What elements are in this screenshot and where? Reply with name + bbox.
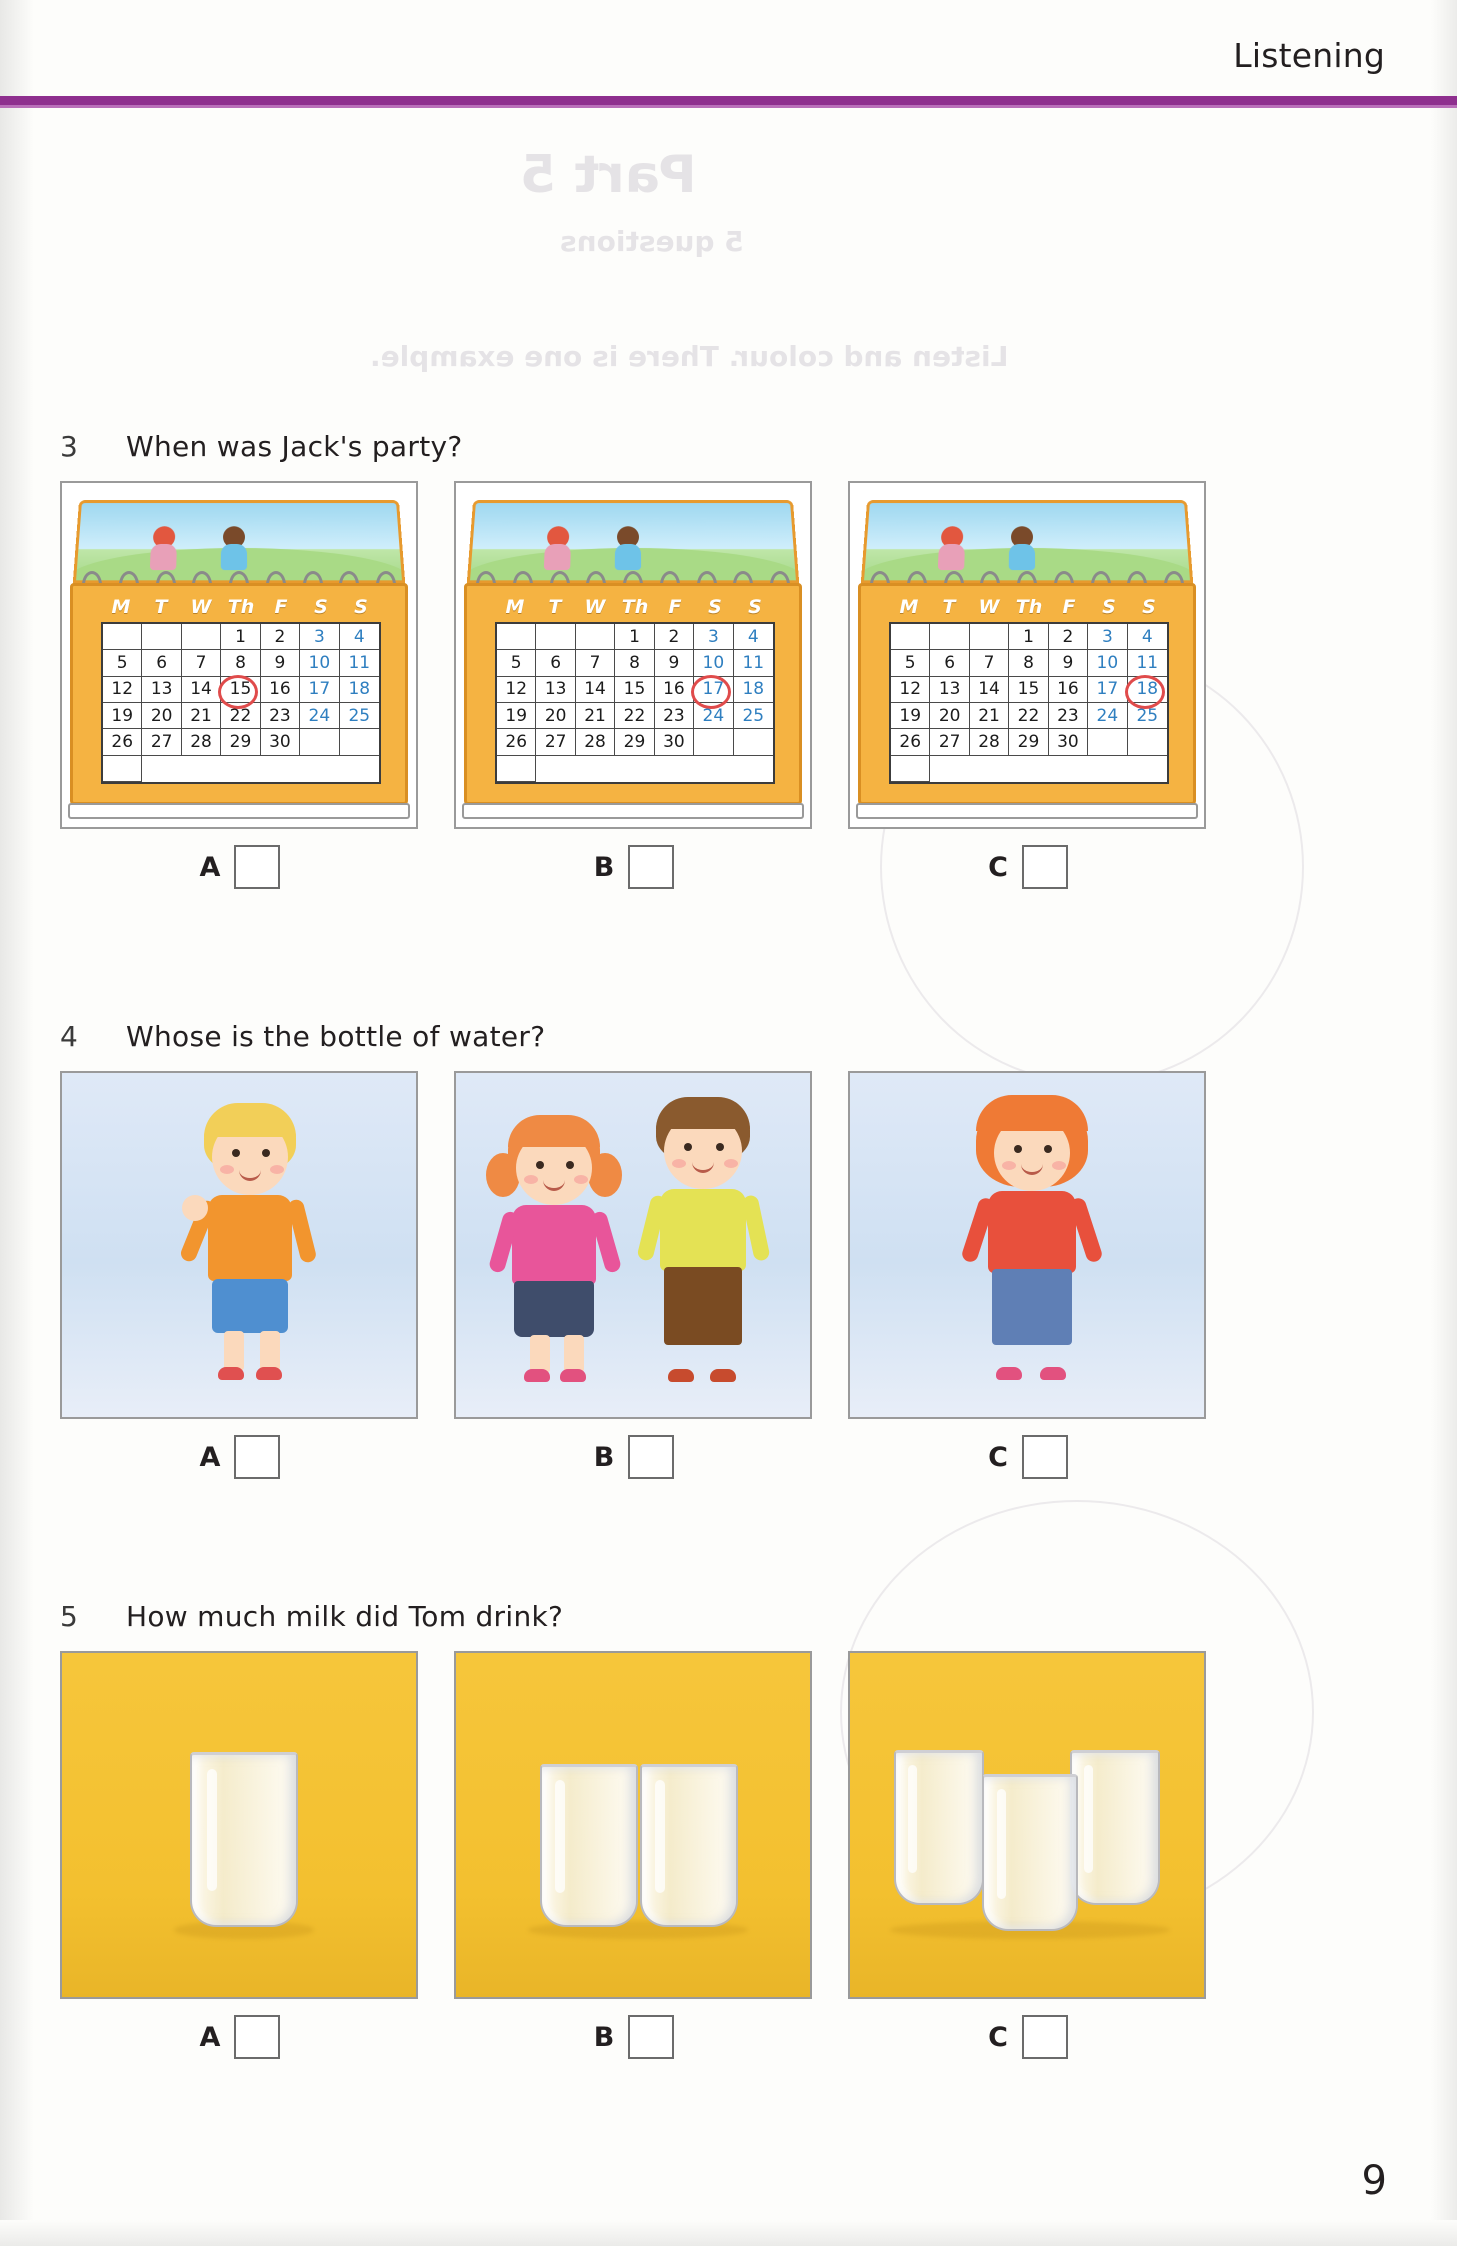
calendar-date-cell — [142, 624, 181, 650]
question-5-option-c — [848, 1651, 1208, 2059]
option-letter-c: C — [988, 2021, 1008, 2053]
glasses-image-c — [848, 1651, 1206, 1999]
calendar-date-cell: 12 — [497, 677, 536, 703]
calendar-date-cell: 26 — [891, 729, 930, 755]
calendar-date-cell: 18 — [734, 677, 773, 703]
calendar-date-cell: 17 — [1088, 677, 1127, 703]
calendar-date-cell: 30 — [655, 729, 694, 755]
answer-box-q4-b[interactable] — [628, 1435, 674, 1479]
calendar-day-header: W — [978, 596, 1000, 618]
calendar-date-cell: 28 — [576, 729, 615, 755]
calendar-day-header: T — [942, 596, 956, 618]
question-3-number: 3 — [60, 430, 78, 463]
children-image-c — [848, 1071, 1206, 1419]
question-5-text: How much milk did Tom drink? — [126, 1600, 564, 1633]
question-4-text: Whose is the bottle of water? — [126, 1020, 546, 1053]
calendar-date-cell: 9 — [655, 650, 694, 676]
question-3 — [60, 430, 1210, 889]
children-image-a — [60, 1071, 418, 1419]
calendar-date-cell: 24 — [1088, 703, 1127, 729]
question-3-heading — [60, 430, 1210, 463]
option-letter-a: A — [199, 1441, 221, 1473]
calendar-date-cell: 11 — [734, 650, 773, 676]
answer-box-q3-a[interactable] — [234, 845, 280, 889]
option-letter-b: B — [593, 2021, 615, 2053]
calendar-day-header: F — [668, 596, 682, 618]
question-4-heading — [60, 1020, 1210, 1053]
calendar-date-cell: 23 — [1049, 703, 1088, 729]
answer-box-q4-a[interactable] — [234, 1435, 280, 1479]
question-4-option-a — [60, 1071, 420, 1479]
calendar-day-header: M — [899, 596, 919, 618]
calendar-a-grid — [101, 622, 381, 784]
option-letter-c: C — [988, 1441, 1008, 1473]
calendar-date-cell — [103, 624, 142, 650]
question-5-options — [60, 1651, 1210, 2059]
calendar-date-cell: 30 — [1049, 729, 1088, 755]
calendar-day-header: S — [314, 596, 328, 618]
option-letter-b: B — [593, 1441, 615, 1473]
calendar-date-cell: 7 — [576, 650, 615, 676]
calendar-day-header: F — [1062, 596, 1076, 618]
calendar-date-cell: 2 — [1049, 624, 1088, 650]
page-edge-left — [0, 0, 34, 2246]
question-3-option-c — [848, 481, 1208, 889]
calendar-date-cell: 25 — [340, 703, 379, 729]
calendar-date-cell: 10 — [1088, 650, 1127, 676]
calendar-date-cell — [340, 729, 379, 755]
calendar-date-cell: 28 — [970, 729, 1009, 755]
answer-box-q3-b[interactable] — [628, 845, 674, 889]
calendar-date-cell: 22 — [1009, 703, 1048, 729]
glasses-image-b — [454, 1651, 812, 1999]
calendar-date-cell: 5 — [891, 650, 930, 676]
calendar-date-cell: 15 — [615, 677, 654, 703]
calendar-date-cell: 3 — [300, 624, 339, 650]
calendar-date-cell: 19 — [891, 703, 930, 729]
calendar-date-cell: 5 — [103, 650, 142, 676]
calendar-date-cell: 10 — [694, 650, 733, 676]
question-5-heading — [60, 1600, 1210, 1633]
calendar-date-cell: 22 — [615, 703, 654, 729]
calendar-date-cell: 30 — [261, 729, 300, 755]
calendar-date-cell: 29 — [615, 729, 654, 755]
calendar-date-cell: 12 — [891, 677, 930, 703]
calendar-day-header: T — [548, 596, 562, 618]
header-rule — [0, 96, 1457, 105]
answer-box-q5-a[interactable] — [234, 2015, 280, 2059]
calendar-date-cell: 11 — [340, 650, 379, 676]
calendar-date-cell: 22 — [221, 703, 260, 729]
calendar-date-cell: 16 — [655, 677, 694, 703]
calendar-date-cell: 14 — [182, 677, 221, 703]
glasses-image-a — [60, 1651, 418, 1999]
calendar-image-a — [60, 481, 418, 829]
calendar-date-cell: 5 — [497, 650, 536, 676]
answer-box-q5-c[interactable] — [1022, 2015, 1068, 2059]
calendar-date-cell: 18 — [340, 677, 379, 703]
calendar-date-cell: 4 — [340, 624, 379, 650]
calendar-date-cell: 18 — [1128, 677, 1167, 703]
ghost-questions-label: 5 questions — [560, 225, 744, 258]
question-3-options — [60, 481, 1210, 889]
calendar-day-header: W — [190, 596, 212, 618]
calendar-day-header: W — [584, 596, 606, 618]
calendar-date-cell: 23 — [655, 703, 694, 729]
calendar-day-header: S — [708, 596, 722, 618]
calendar-date-cell: 26 — [103, 729, 142, 755]
calendar-date-cell: 13 — [142, 677, 181, 703]
calendar-date-cell: 21 — [182, 703, 221, 729]
question-4-option-b — [454, 1071, 814, 1479]
calendar-date-cell — [103, 756, 142, 782]
calendar-day-header: M — [505, 596, 525, 618]
calendar-date-cell: 9 — [1049, 650, 1088, 676]
page-title: Listening — [1233, 36, 1385, 75]
calendar-date-cell — [182, 624, 221, 650]
calendar-date-cell — [694, 729, 733, 755]
ghost-part-label: Part 5 — [520, 145, 697, 205]
option-letter-a: A — [199, 2021, 221, 2053]
calendar-date-cell: 20 — [930, 703, 969, 729]
option-letter-c: C — [988, 851, 1008, 883]
calendar-date-cell: 1 — [615, 624, 654, 650]
calendar-date-cell: 17 — [300, 677, 339, 703]
page-edge-bottom — [0, 2220, 1457, 2246]
question-5-option-a — [60, 1651, 420, 2059]
calendar-day-header: Th — [621, 596, 649, 618]
question-5-number: 5 — [60, 1600, 78, 1633]
question-3-text: When was Jack's party? — [126, 430, 463, 463]
calendar-date-cell: 16 — [261, 677, 300, 703]
calendar-date-cell: 29 — [221, 729, 260, 755]
answer-box-q5-b[interactable] — [628, 2015, 674, 2059]
calendar-date-cell: 6 — [142, 650, 181, 676]
calendar-date-cell: 23 — [261, 703, 300, 729]
calendar-date-cell: 7 — [182, 650, 221, 676]
calendar-date-cell — [1088, 729, 1127, 755]
header-rule-secondary — [0, 105, 1457, 108]
calendar-date-cell — [300, 729, 339, 755]
calendar-date-cell: 6 — [536, 650, 575, 676]
calendar-day-header: M — [111, 596, 131, 618]
calendar-date-cell — [497, 756, 536, 782]
calendar-image-b — [454, 481, 812, 829]
calendar-date-cell: 7 — [970, 650, 1009, 676]
calendar-day-header: S — [748, 596, 762, 618]
ghost-instruction: Listen and colour. There is one example. — [370, 340, 1009, 373]
calendar-date-cell: 24 — [694, 703, 733, 729]
calendar-date-cell — [930, 624, 969, 650]
calendar-date-cell: 2 — [655, 624, 694, 650]
question-4-number: 4 — [60, 1020, 78, 1053]
question-3-option-b — [454, 481, 814, 889]
question-4-options — [60, 1071, 1210, 1479]
calendar-date-cell: 20 — [536, 703, 575, 729]
calendar-date-cell: 2 — [261, 624, 300, 650]
calendar-date-cell: 1 — [1009, 624, 1048, 650]
calendar-date-cell: 21 — [576, 703, 615, 729]
calendar-day-header: Th — [1015, 596, 1043, 618]
calendar-date-cell: 11 — [1128, 650, 1167, 676]
calendar-date-cell — [891, 624, 930, 650]
calendar-day-header: S — [1102, 596, 1116, 618]
children-image-b — [454, 1071, 812, 1419]
option-letter-b: B — [593, 851, 615, 883]
calendar-date-cell: 21 — [970, 703, 1009, 729]
page-number: 9 — [1361, 2158, 1387, 2204]
calendar-date-cell: 8 — [221, 650, 260, 676]
question-3-option-a — [60, 481, 420, 889]
calendar-date-cell: 25 — [734, 703, 773, 729]
calendar-day-header: S — [354, 596, 368, 618]
calendar-date-cell: 3 — [694, 624, 733, 650]
calendar-date-cell: 27 — [536, 729, 575, 755]
calendar-date-cell: 17 — [694, 677, 733, 703]
calendar-day-header: F — [274, 596, 288, 618]
calendar-date-cell — [576, 624, 615, 650]
calendar-date-cell: 27 — [142, 729, 181, 755]
calendar-date-cell: 13 — [536, 677, 575, 703]
calendar-date-cell: 27 — [930, 729, 969, 755]
calendar-date-cell: 12 — [103, 677, 142, 703]
calendar-date-cell: 14 — [576, 677, 615, 703]
calendar-date-cell: 10 — [300, 650, 339, 676]
calendar-date-cell: 8 — [615, 650, 654, 676]
calendar-date-cell: 6 — [930, 650, 969, 676]
question-4-option-c — [848, 1071, 1208, 1479]
calendar-date-cell: 15 — [221, 677, 260, 703]
calendar-date-cell: 15 — [1009, 677, 1048, 703]
calendar-date-cell: 1 — [221, 624, 260, 650]
calendar-date-cell — [1128, 729, 1167, 755]
calendar-b-day-headers — [495, 594, 775, 620]
calendar-date-cell: 20 — [142, 703, 181, 729]
calendar-date-cell — [536, 624, 575, 650]
calendar-day-header: Th — [227, 596, 255, 618]
calendar-date-cell — [497, 624, 536, 650]
answer-box-q3-c[interactable] — [1022, 845, 1068, 889]
question-5 — [60, 1600, 1210, 2059]
question-4 — [60, 1020, 1210, 1479]
calendar-date-cell — [734, 729, 773, 755]
calendar-date-cell: 25 — [1128, 703, 1167, 729]
calendar-date-cell: 16 — [1049, 677, 1088, 703]
calendar-date-cell: 28 — [182, 729, 221, 755]
question-5-option-b — [454, 1651, 814, 2059]
calendar-b-grid — [495, 622, 775, 784]
calendar-date-cell: 9 — [261, 650, 300, 676]
calendar-date-cell: 4 — [1128, 624, 1167, 650]
calendar-date-cell: 14 — [970, 677, 1009, 703]
calendar-image-c — [848, 481, 1206, 829]
answer-box-q4-c[interactable] — [1022, 1435, 1068, 1479]
calendar-date-cell — [970, 624, 1009, 650]
calendar-date-cell — [891, 756, 930, 782]
calendar-a-day-headers — [101, 594, 381, 620]
calendar-date-cell: 24 — [300, 703, 339, 729]
calendar-date-cell: 26 — [497, 729, 536, 755]
calendar-date-cell: 13 — [930, 677, 969, 703]
calendar-date-cell: 3 — [1088, 624, 1127, 650]
calendar-date-cell: 19 — [103, 703, 142, 729]
calendar-day-header: T — [154, 596, 168, 618]
calendar-c-day-headers — [889, 594, 1169, 620]
page-edge-right — [1431, 0, 1457, 2246]
calendar-day-header: S — [1142, 596, 1156, 618]
calendar-date-cell: 29 — [1009, 729, 1048, 755]
calendar-c-grid — [889, 622, 1169, 784]
option-letter-a: A — [199, 851, 221, 883]
calendar-date-cell: 19 — [497, 703, 536, 729]
calendar-date-cell: 8 — [1009, 650, 1048, 676]
calendar-date-cell: 4 — [734, 624, 773, 650]
